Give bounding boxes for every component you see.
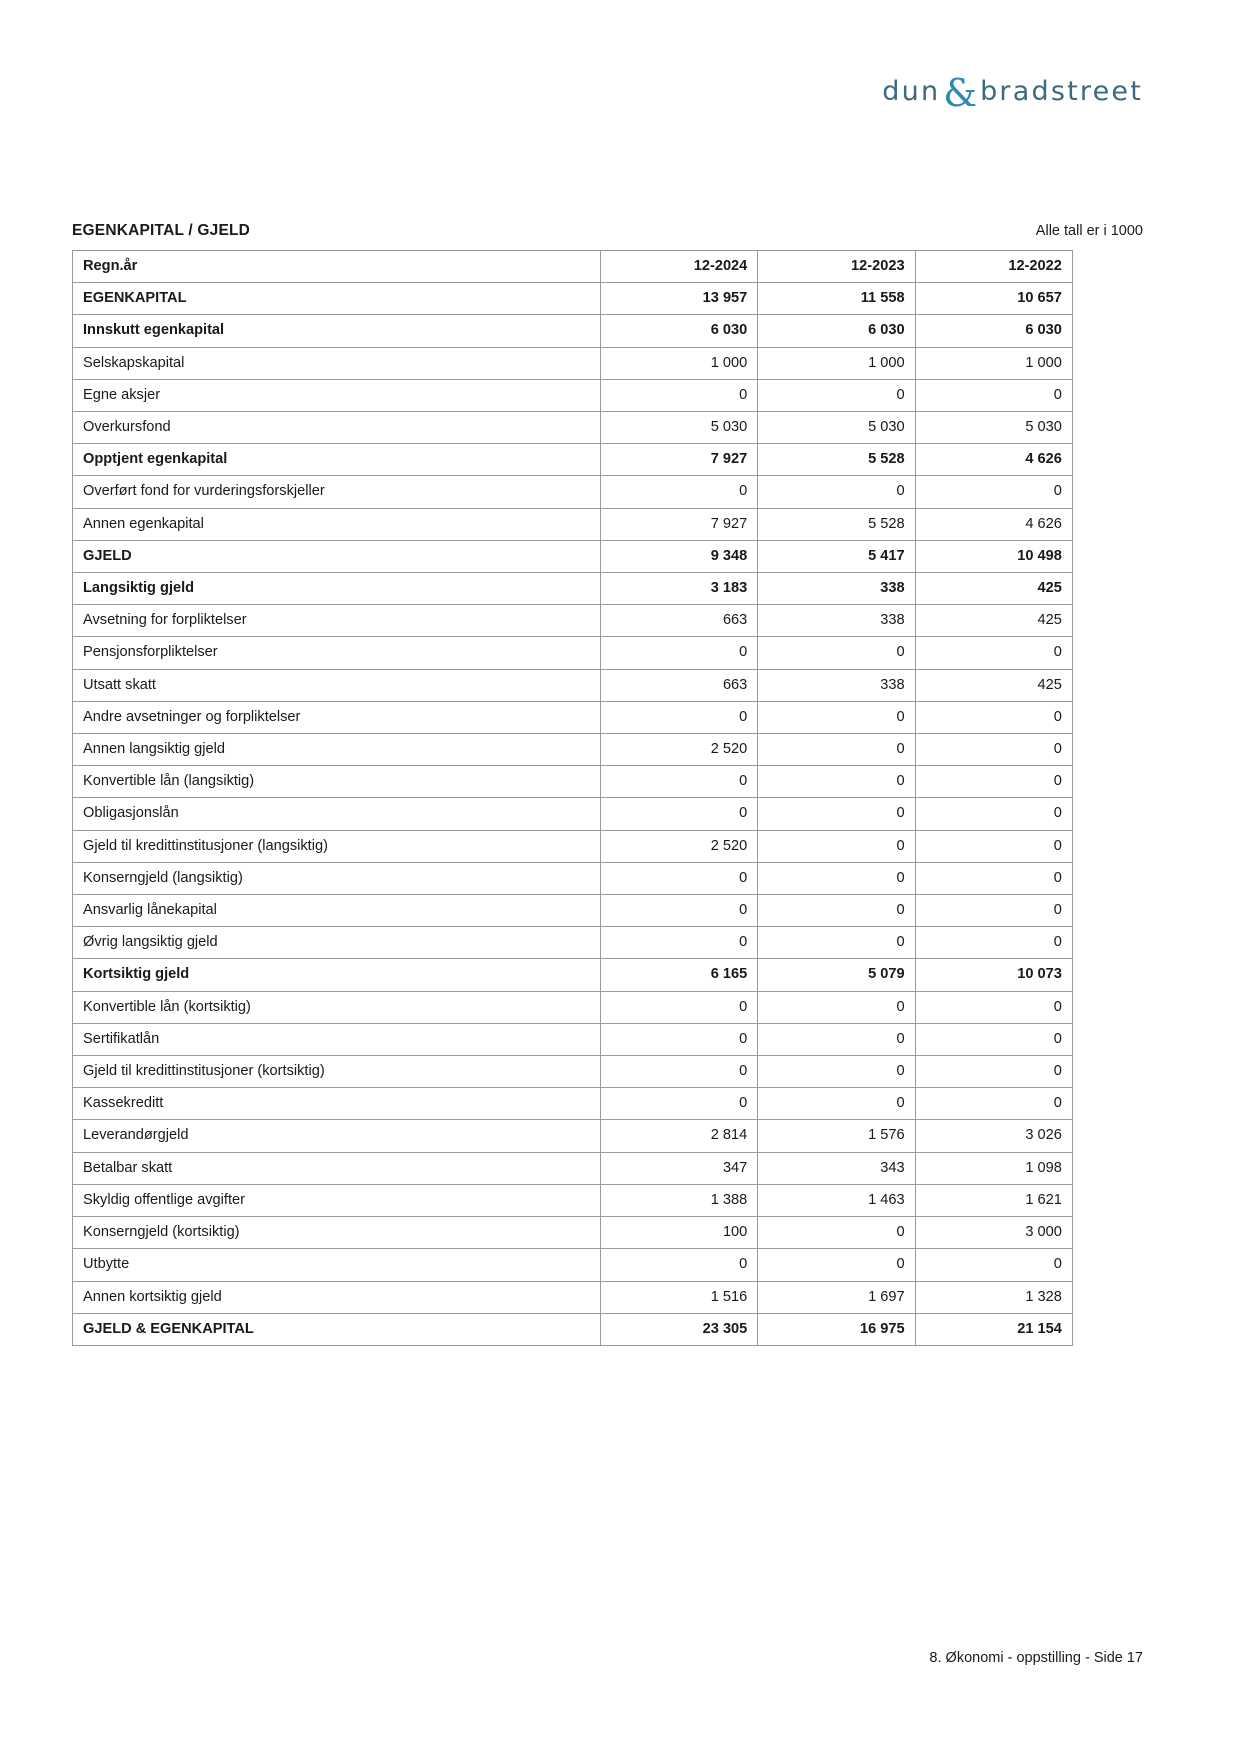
- row-value: 2 520: [601, 830, 758, 862]
- row-value: 4 626: [915, 444, 1072, 476]
- table-row: [73, 1249, 1073, 1281]
- row-value: 0: [601, 1088, 758, 1120]
- logo-word-bradstreet: bradstreet: [980, 75, 1143, 107]
- row-value: 338: [758, 573, 915, 605]
- row-value: 5 528: [758, 508, 915, 540]
- row-value: 1 000: [758, 347, 915, 379]
- table-row: [73, 1056, 1073, 1088]
- row-value: 425: [915, 605, 1072, 637]
- table-header: [73, 251, 1073, 283]
- row-value: 1 388: [601, 1184, 758, 1216]
- row-label: Annen kortsiktig gjeld: [73, 1281, 601, 1313]
- logo-ampersand-icon: &: [943, 71, 978, 115]
- table-row: [73, 605, 1073, 637]
- column-header-account-year: Regn.år: [73, 251, 601, 283]
- table-row: [73, 862, 1073, 894]
- row-value: 0: [915, 766, 1072, 798]
- row-label: Obligasjonslån: [73, 798, 601, 830]
- row-value: 5 030: [601, 412, 758, 444]
- row-value: 0: [758, 1023, 915, 1055]
- logo-word-dun: dun: [882, 75, 941, 107]
- table-row: [73, 1088, 1073, 1120]
- row-value: 0: [915, 862, 1072, 894]
- row-value: 1 328: [915, 1281, 1072, 1313]
- row-value: 6 030: [915, 315, 1072, 347]
- row-value: 0: [758, 798, 915, 830]
- row-value: 0: [915, 1056, 1072, 1088]
- row-value: 338: [758, 605, 915, 637]
- column-header-period-3: 12-2022: [915, 251, 1072, 283]
- table-row: [73, 540, 1073, 572]
- row-value: 1 098: [915, 1152, 1072, 1184]
- row-value: 2 814: [601, 1120, 758, 1152]
- row-value: 0: [915, 991, 1072, 1023]
- row-value: 0: [915, 476, 1072, 508]
- row-value: 0: [915, 1023, 1072, 1055]
- table-row: [73, 669, 1073, 701]
- row-value: 0: [601, 701, 758, 733]
- table-row: [73, 1217, 1073, 1249]
- row-label: Langsiktig gjeld: [73, 573, 601, 605]
- table-row: [73, 734, 1073, 766]
- row-label: Ansvarlig lånekapital: [73, 895, 601, 927]
- row-value: 0: [601, 862, 758, 894]
- table-row: [73, 1152, 1073, 1184]
- row-value: 1 621: [915, 1184, 1072, 1216]
- table-row: [73, 830, 1073, 862]
- row-value: 6 030: [758, 315, 915, 347]
- row-label: Innskutt egenkapital: [73, 315, 601, 347]
- row-label: GJELD: [73, 540, 601, 572]
- row-label: Konserngjeld (kortsiktig): [73, 1217, 601, 1249]
- table-row: [73, 991, 1073, 1023]
- row-label: Gjeld til kredittinstitusjoner (langsiktig): [73, 830, 601, 862]
- row-value: 0: [758, 991, 915, 1023]
- row-value: 0: [758, 379, 915, 411]
- table-row: [73, 508, 1073, 540]
- row-value: 6 165: [601, 959, 758, 991]
- column-header-period-2: 12-2023: [758, 251, 915, 283]
- row-value: 0: [758, 1088, 915, 1120]
- row-value: 0: [915, 637, 1072, 669]
- row-label: Konvertible lån (langsiktig): [73, 766, 601, 798]
- row-value: 0: [601, 1056, 758, 1088]
- row-label: Sertifikatlån: [73, 1023, 601, 1055]
- row-value: 100: [601, 1217, 758, 1249]
- row-value: 1 516: [601, 1281, 758, 1313]
- table-row: [73, 766, 1073, 798]
- table-row: [73, 315, 1073, 347]
- row-label: Konserngjeld (langsiktig): [73, 862, 601, 894]
- row-value: 0: [601, 991, 758, 1023]
- table-row: [73, 1120, 1073, 1152]
- section-title: EGENKAPITAL / GJELD: [72, 222, 251, 239]
- row-value: 21 154: [915, 1313, 1072, 1345]
- row-value: 13 957: [601, 283, 758, 315]
- table-row: [73, 701, 1073, 733]
- row-label: Selskapskapital: [73, 347, 601, 379]
- row-value: 23 305: [601, 1313, 758, 1345]
- row-label: Skyldig offentlige avgifter: [73, 1184, 601, 1216]
- row-label: Konvertible lån (kortsiktig): [73, 991, 601, 1023]
- row-label: Opptjent egenkapital: [73, 444, 601, 476]
- row-value: 0: [758, 766, 915, 798]
- table-row: [73, 476, 1073, 508]
- row-value: 9 348: [601, 540, 758, 572]
- row-value: 338: [758, 669, 915, 701]
- row-value: 0: [758, 701, 915, 733]
- row-value: 10 657: [915, 283, 1072, 315]
- table-row: [73, 444, 1073, 476]
- row-value: 1 000: [601, 347, 758, 379]
- dun-bradstreet-logo: [882, 71, 1143, 115]
- row-value: 5 079: [758, 959, 915, 991]
- row-value: 0: [601, 1249, 758, 1281]
- row-label: Gjeld til kredittinstitusjoner (kortsiktig): [73, 1056, 601, 1088]
- table-row: [73, 347, 1073, 379]
- row-value: 343: [758, 1152, 915, 1184]
- table-row: [73, 379, 1073, 411]
- row-value: 5 030: [915, 412, 1072, 444]
- row-value: 1 697: [758, 1281, 915, 1313]
- row-label: Betalbar skatt: [73, 1152, 601, 1184]
- row-value: 663: [601, 605, 758, 637]
- row-label: Kortsiktig gjeld: [73, 959, 601, 991]
- row-value: 0: [915, 830, 1072, 862]
- row-value: 0: [601, 766, 758, 798]
- row-value: 6 030: [601, 315, 758, 347]
- row-value: 7 927: [601, 508, 758, 540]
- row-label: Andre avsetninger og forpliktelser: [73, 701, 601, 733]
- table-row: [73, 1023, 1073, 1055]
- row-value: 0: [758, 862, 915, 894]
- row-value: 0: [758, 830, 915, 862]
- row-value: 5 417: [758, 540, 915, 572]
- row-label: Leverandørgjeld: [73, 1120, 601, 1152]
- row-value: 425: [915, 573, 1072, 605]
- row-value: 0: [601, 798, 758, 830]
- row-value: 0: [758, 1249, 915, 1281]
- row-value: 1 576: [758, 1120, 915, 1152]
- row-label: Utsatt skatt: [73, 669, 601, 701]
- row-label: Pensjonsforpliktelser: [73, 637, 601, 669]
- equity-liabilities-table: [72, 250, 1073, 1346]
- row-label: Egne aksjer: [73, 379, 601, 411]
- row-value: 0: [915, 379, 1072, 411]
- table-row: [73, 1313, 1073, 1345]
- row-label: Overført fond for vurderingsforskjeller: [73, 476, 601, 508]
- row-value: 347: [601, 1152, 758, 1184]
- table-row: [73, 637, 1073, 669]
- row-label: EGENKAPITAL: [73, 283, 601, 315]
- row-value: 0: [601, 927, 758, 959]
- table-row: [73, 1184, 1073, 1216]
- row-value: 3 000: [915, 1217, 1072, 1249]
- row-value: 10 498: [915, 540, 1072, 572]
- row-value: 3 183: [601, 573, 758, 605]
- row-label: Overkursfond: [73, 412, 601, 444]
- row-value: 0: [758, 637, 915, 669]
- row-value: 2 520: [601, 734, 758, 766]
- equity-liabilities-table-container: [72, 250, 1072, 1346]
- row-value: 425: [915, 669, 1072, 701]
- row-value: 5 528: [758, 444, 915, 476]
- table-row: [73, 412, 1073, 444]
- column-header-period-1: 12-2024: [601, 251, 758, 283]
- row-label: Kassekreditt: [73, 1088, 601, 1120]
- row-value: 0: [915, 701, 1072, 733]
- table-row: [73, 798, 1073, 830]
- table-row: [73, 895, 1073, 927]
- table-row: [73, 283, 1073, 315]
- row-value: 0: [915, 1088, 1072, 1120]
- row-value: 0: [915, 798, 1072, 830]
- row-value: 0: [758, 927, 915, 959]
- row-label: Utbytte: [73, 1249, 601, 1281]
- row-value: 0: [758, 1056, 915, 1088]
- row-value: 0: [915, 1249, 1072, 1281]
- table-body: [73, 283, 1073, 1346]
- table-row: [73, 959, 1073, 991]
- row-value: 1 463: [758, 1184, 915, 1216]
- row-value: 663: [601, 669, 758, 701]
- row-label: Avsetning for forpliktelser: [73, 605, 601, 637]
- row-value: 11 558: [758, 283, 915, 315]
- page-footer: 8. Økonomi - oppstilling - Side 17: [929, 1650, 1143, 1666]
- row-value: 16 975: [758, 1313, 915, 1345]
- table-row: [73, 573, 1073, 605]
- row-value: 0: [601, 1023, 758, 1055]
- row-value: 0: [915, 927, 1072, 959]
- row-label: GJELD & EGENKAPITAL: [73, 1313, 601, 1345]
- row-value: 0: [758, 895, 915, 927]
- row-label: Øvrig langsiktig gjeld: [73, 927, 601, 959]
- row-value: 0: [601, 379, 758, 411]
- table-header-row: [73, 251, 1073, 283]
- row-value: 0: [601, 476, 758, 508]
- row-value: 3 026: [915, 1120, 1072, 1152]
- row-label: Annen egenkapital: [73, 508, 601, 540]
- row-value: 1 000: [915, 347, 1072, 379]
- table-row: [73, 1281, 1073, 1313]
- section-header: [72, 222, 1143, 240]
- row-value: 0: [758, 1217, 915, 1249]
- row-value: 7 927: [601, 444, 758, 476]
- row-label: Annen langsiktig gjeld: [73, 734, 601, 766]
- table-row: [73, 927, 1073, 959]
- row-value: 0: [758, 476, 915, 508]
- row-value: 0: [915, 895, 1072, 927]
- row-value: 0: [601, 895, 758, 927]
- row-value: 5 030: [758, 412, 915, 444]
- section-units-note: Alle tall er i 1000: [1035, 223, 1143, 239]
- row-value: 0: [758, 734, 915, 766]
- row-value: 0: [601, 637, 758, 669]
- row-value: 4 626: [915, 508, 1072, 540]
- row-value: 0: [915, 734, 1072, 766]
- row-value: 10 073: [915, 959, 1072, 991]
